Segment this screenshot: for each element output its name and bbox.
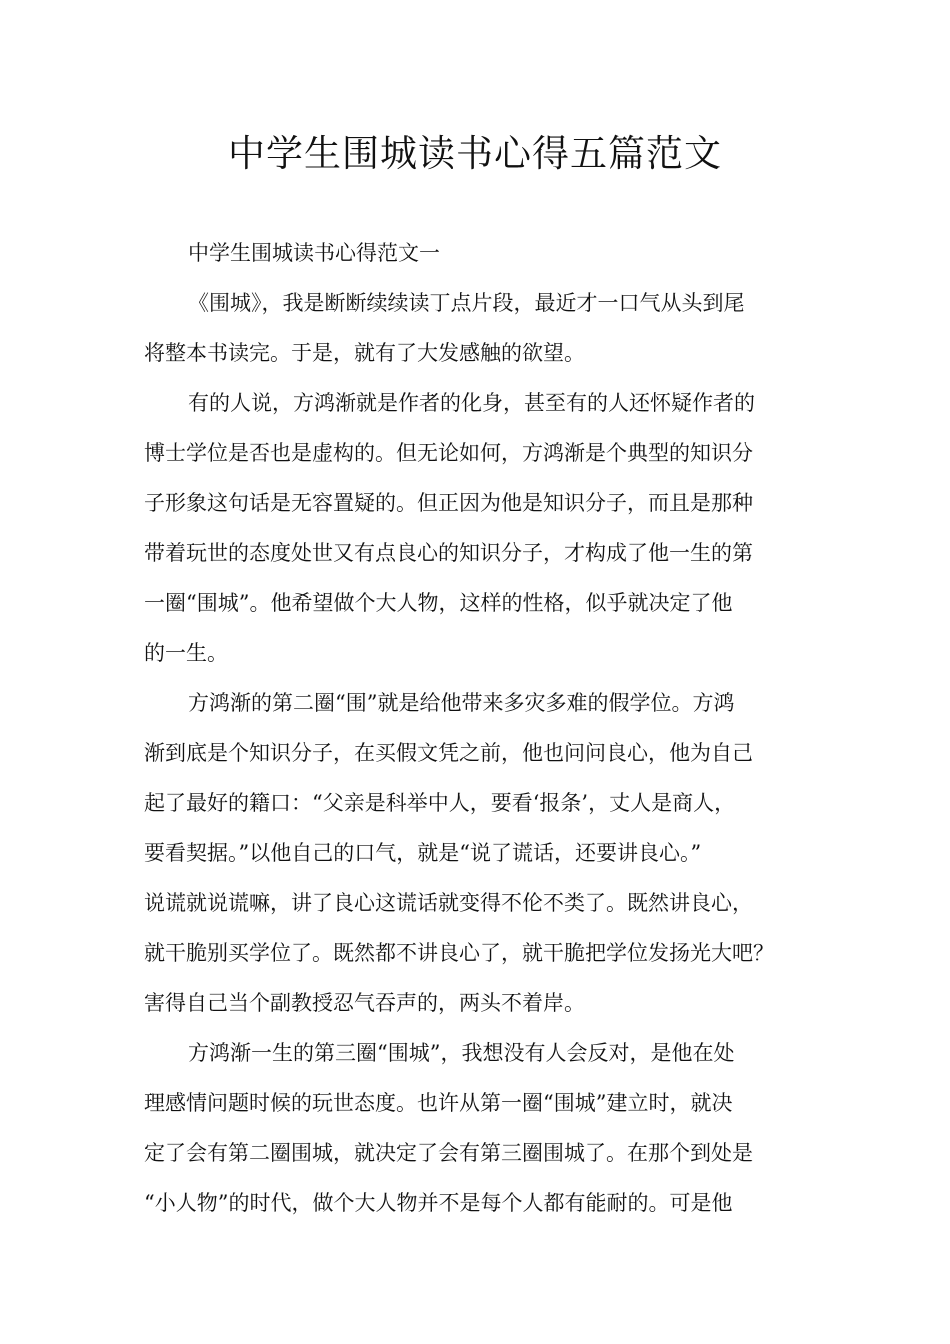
- text-line: 的一生。: [144, 641, 228, 665]
- text-line: 定了会有第二圈围城，就决定了会有第三圈围城了。在那个到处是: [144, 1141, 753, 1165]
- section-heading: 中学生围城读书心得范文一: [188, 241, 440, 265]
- paragraph: [144, 678, 814, 1028]
- text-line: 将整本书读完。于是，就有了大发感触的欲望。: [144, 341, 585, 365]
- text-line: 博士学位是否也是虚构的。但无论如何，方鸿渐是个典型的知识分: [144, 441, 753, 465]
- document-body: [144, 228, 814, 1228]
- text-line: 子形象这句话是无容置疑的。但正因为他是知识分子，而且是那种: [144, 491, 753, 515]
- text-line: 害得自己当个副教授忍气吞声的，两头不着岸。: [144, 991, 585, 1015]
- paragraph: [144, 278, 814, 378]
- paragraph: [144, 378, 814, 678]
- text-line: 理感情问题时候的玩世态度。也许从第一圈“围城”建立时，就决: [144, 1091, 733, 1115]
- text-line: “小人物”的时代，做个大人物并不是每个人都有能耐的。可是他: [144, 1191, 733, 1215]
- text-line: 方鸿渐一生的第三圈“围城”，我想没有人会反对，是他在处: [188, 1041, 735, 1065]
- document-title: 中学生围城读书心得五篇范文: [228, 132, 722, 175]
- text-line: 要看契据。”以他自己的口气，就是“说了谎话，还要讲良心。”: [144, 841, 702, 865]
- text-line: 一圈“围城”。他希望做个大人物，这样的性格，似乎就决定了他: [144, 591, 733, 615]
- text-line: 就干脆别买学位了。既然都不讲良心了，就干脆把学位发扬光大吧？: [144, 941, 774, 965]
- text-line: 方鸿渐的第二圈“围”就是给他带来多灾多难的假学位。方鸿: [188, 691, 735, 715]
- text-line: 有的人说，方鸿渐就是作者的化身，甚至有的人还怀疑作者的: [188, 391, 755, 415]
- text-line: 说谎就说谎嘛，讲了良心这谎话就变得不伦不类了。既然讲良心，: [144, 891, 753, 915]
- text-line: 渐到底是个知识分子，在买假文凭之前，他也问问良心，他为自己: [144, 741, 753, 765]
- paragraph: [144, 1028, 814, 1228]
- text-line: 起了最好的籍口：“父亲是科举中人，要看‘报条’，丈人是商人，: [144, 791, 736, 815]
- text-line: 《围城》，我是断断续续读丁点片段，最近才一口气从头到尾: [188, 291, 745, 315]
- text-line: 带着玩世的态度处世又有点良心的知识分子，才构成了他一生的第: [144, 541, 753, 565]
